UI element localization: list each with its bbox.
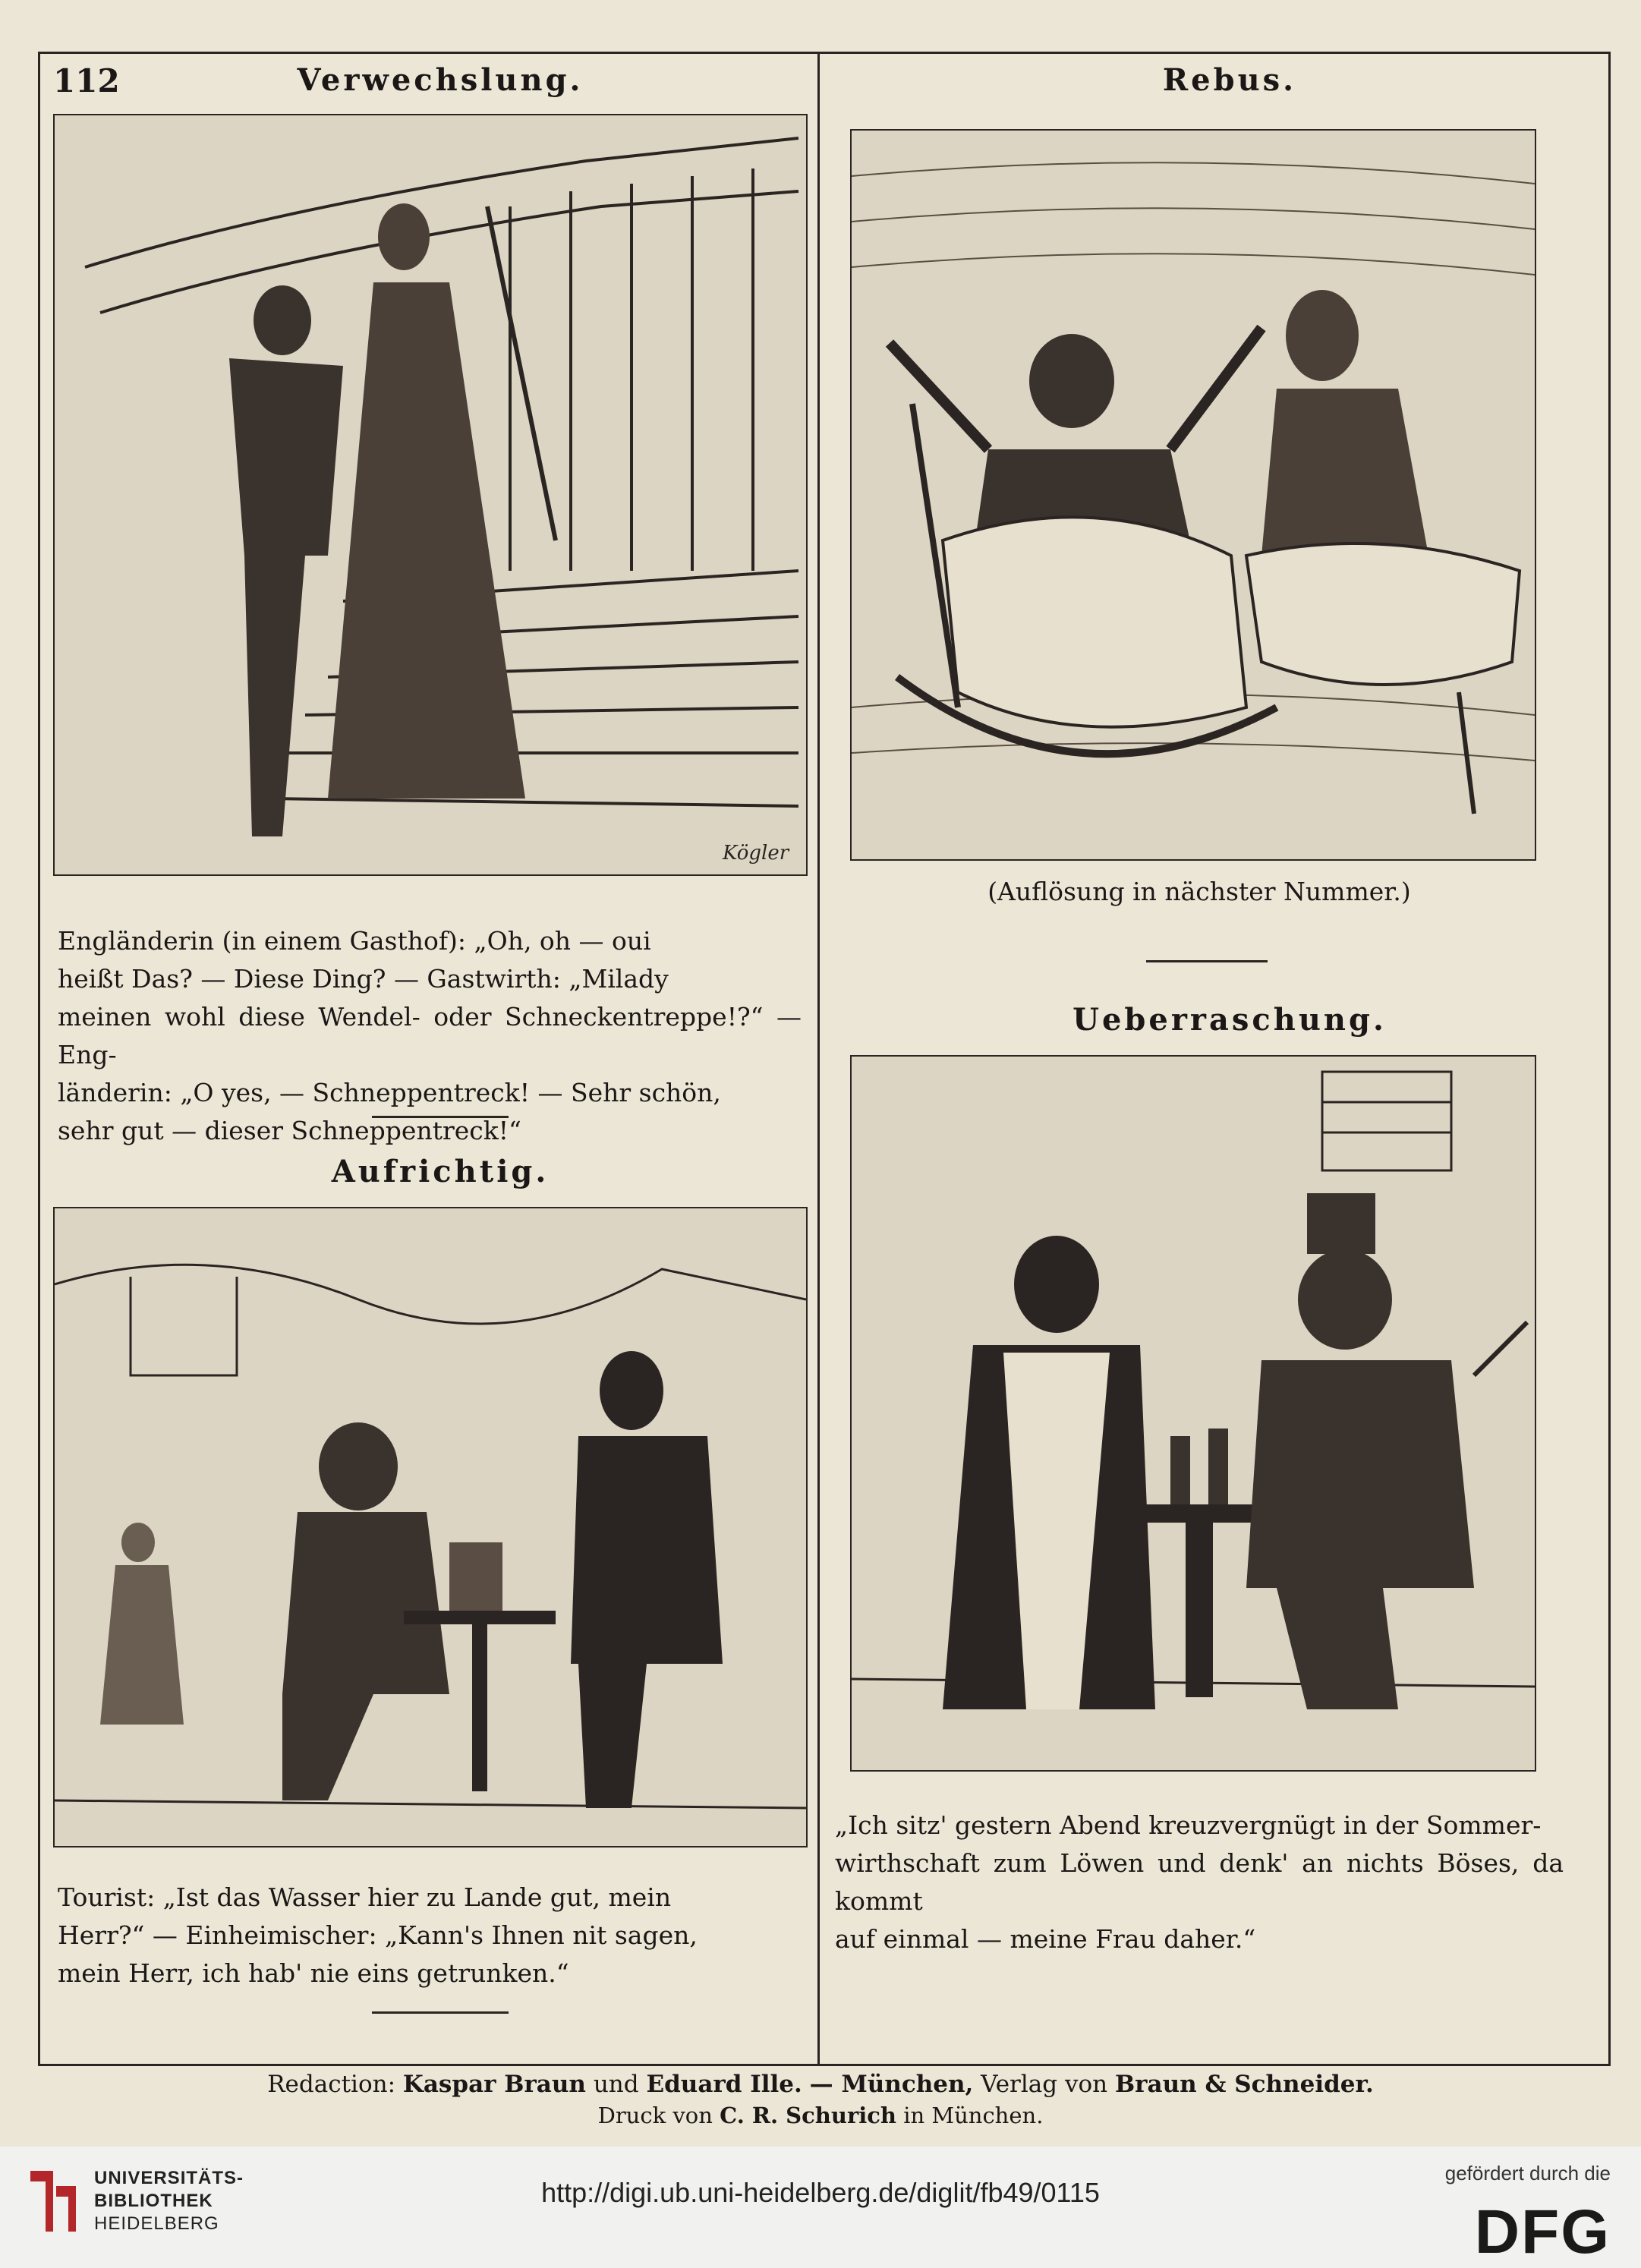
editor-name: Kaspar Braun <box>402 2071 586 2098</box>
footer-druck-suffix: in München. <box>903 2103 1044 2128</box>
footer-verlag: Verlag von <box>981 2071 1108 2098</box>
caption-line: „Ich sitz' gestern Abend kreuzvergnügt in der Sommer- <box>835 1810 1542 1840</box>
caption-line: sehr gut — dieser Schneppentreck!“ <box>58 1116 521 1145</box>
footer-city: — München, <box>809 2071 974 2098</box>
page-number: 112 <box>53 62 120 99</box>
caption-rebus <box>835 873 1564 911</box>
footer-and: und <box>593 2071 639 2098</box>
beer-garden-illustration <box>53 1207 808 1847</box>
caption-line: mein Herr, ich hab' nie eins getrunken.“ <box>58 1958 569 1988</box>
caption-line: wirthschaft zum Löwen und denk' an nichts Böses, da kommt <box>835 1848 1564 1916</box>
staircase-scene-illustration <box>53 114 808 876</box>
artist-signature: Kögler <box>723 842 789 865</box>
heading-aufrichtig: Aufrichtig. <box>331 1154 550 1189</box>
section-divider <box>372 2011 509 2014</box>
library-name-line: UNIVERSITÄTS- <box>94 2168 244 2188</box>
caption-aufrichtig <box>58 1879 802 1992</box>
library-name-line: BIBLIOTHEK <box>94 2191 213 2211</box>
footer-druck <box>0 2103 1641 2128</box>
library-name-line: HEIDELBERG <box>94 2213 219 2234</box>
footer-druck-prefix: Druck von <box>597 2103 713 2128</box>
editor-name: Eduard Ille. <box>646 2071 802 2098</box>
caption-ueberraschung <box>835 1807 1564 1958</box>
caption-line: auf einmal — meine Frau daher.“ <box>835 1924 1256 1954</box>
column-divider <box>817 52 820 2064</box>
caption-line: heißt Das? — Diese Ding? — Gastwirth: „Milady <box>58 964 669 994</box>
caption-line: länderin: „O yes, — Schneppentreck! — Sehr schön, <box>58 1078 721 1107</box>
section-divider <box>372 1116 509 1118</box>
heading-rebus: Rebus. <box>1162 62 1297 98</box>
publisher-name: Braun & Schneider. <box>1114 2071 1374 2098</box>
heading-verwechslung: Verwechslung. <box>297 62 584 98</box>
caption-line: meinen wohl diese Wendel- oder Schneckentreppe!?“ — Eng- <box>58 1002 802 1069</box>
printer-name: C. R. Schurich <box>720 2103 896 2128</box>
tavern-table-illustration <box>850 1055 1536 1772</box>
sponsor-text: gefördert durch die <box>1444 2162 1611 2185</box>
footer-prefix: Redaction: <box>267 2071 396 2098</box>
caption-line: (Auflösung in nächster Nummer.) <box>987 877 1411 906</box>
caption-line: Herr?“ — Einheimischer: „Kann's Ihnen nit sagen, <box>58 1920 698 1950</box>
caption-line: Tourist: „Ist das Wasser hier zu Lande gut, mein <box>58 1882 672 1912</box>
source-url-link[interactable]: http://digi.ub.uni-heidelberg.de/diglit/fb49/0115 <box>541 2177 1100 2208</box>
footer-redaction <box>0 2071 1641 2098</box>
digitization-bar <box>0 2147 1641 2265</box>
dfg-logo[interactable]: DFG <box>1474 2197 1611 2266</box>
caption-line: Engländerin (in einem Gasthof): „Oh, oh — oui <box>58 926 651 956</box>
heading-ueberraschung: Ueberraschung. <box>1072 1002 1387 1038</box>
rocking-chair-couple-illustration <box>850 129 1536 861</box>
section-divider <box>1146 960 1268 962</box>
